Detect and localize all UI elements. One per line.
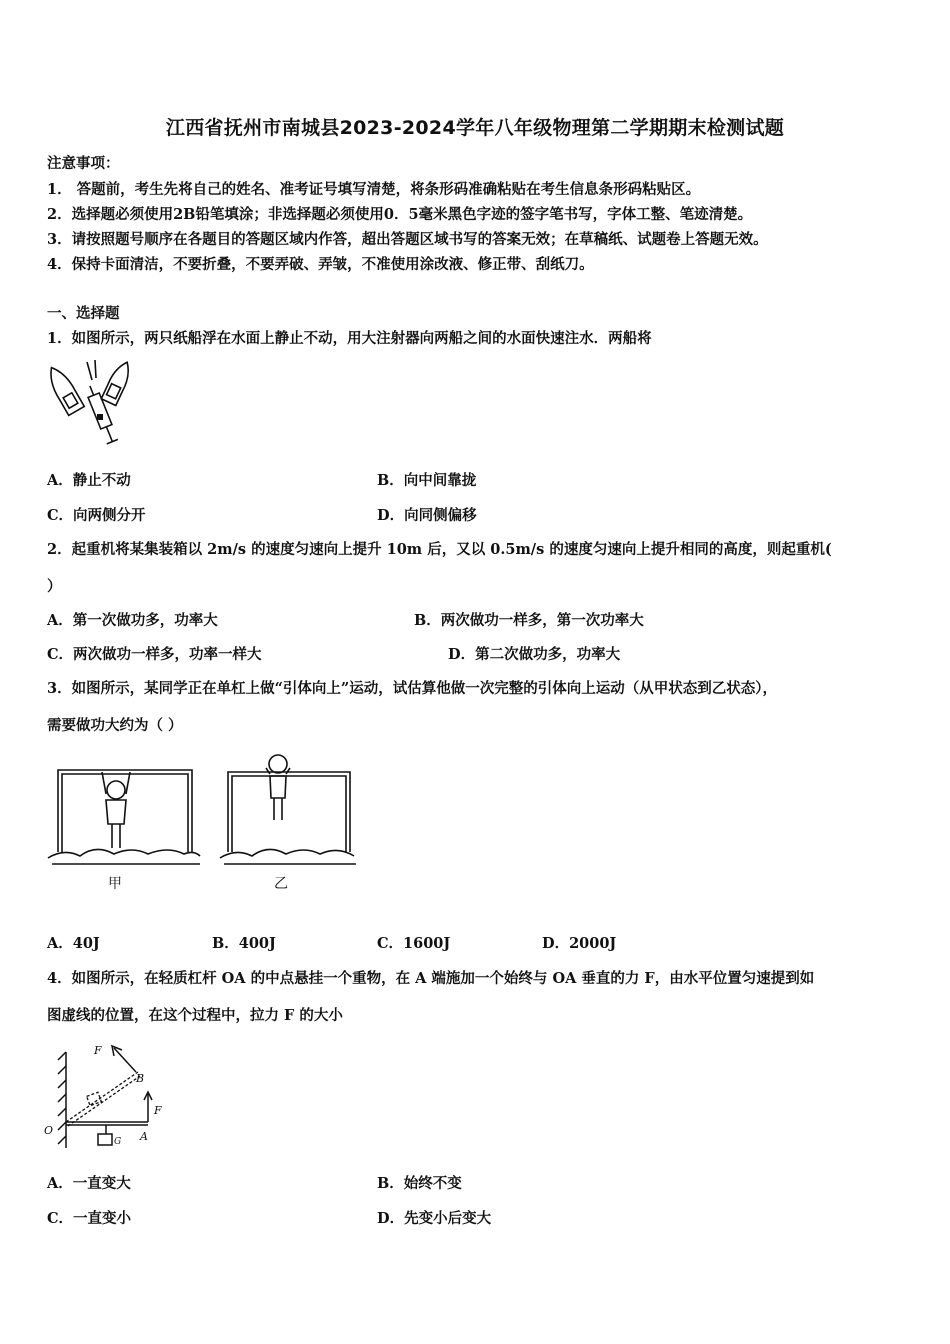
q4-option-a: A．一直变大 [47, 1175, 131, 1192]
q4-label-g: G [114, 1137, 122, 1147]
q4-option-c: C．一直变小 [47, 1210, 132, 1227]
q2-option-b: B．两次做功一样多，第一次功率大 [414, 612, 644, 629]
q3-option-d: D．2000J [542, 935, 617, 952]
q3-option-c: C．1600J [377, 935, 451, 952]
q1-option-c: C．向两侧分开 [47, 507, 146, 524]
q4-label-f-top: F [94, 1044, 102, 1057]
q2-stem: 2．起重机将某集装箱以 2m/s 的速度匀速向上提升 10m 后，又以 0.5m/s 的速度匀速向上提升相同的高度，则起重机( [47, 541, 832, 558]
notice-item: 1． 答题前，考生先将自己的姓名、准考证号填写清楚，将条形码准确粘贴在考生信息条形码粘贴区。 [47, 181, 701, 198]
q4-option-d: D．先变小后变大 [377, 1210, 492, 1227]
q3-label-jia: 甲 [108, 876, 122, 892]
q4-label-a: A [140, 1130, 148, 1143]
notice-item: 3．请按照题号顺序在各题目的答题区域内作答，超出答题区域书写的答案无效；在草稿纸、试题卷上答题无效。 [47, 231, 768, 248]
q1-stem: 1．如图所示，两只纸船浮在水面上静止不动，用大注射器向两船之间的水面快速注水．两船将 [47, 330, 652, 347]
q1-figure-boats-syringe [45, 356, 135, 448]
q1-option-d: D．向同侧偏移 [377, 507, 477, 524]
q4-figure-lever [40, 1038, 170, 1152]
q2-option-d: D．第二次做功多，功率大 [448, 646, 621, 663]
q2-option-a: A．第一次做功多，功率大 [47, 612, 218, 629]
q1-option-b: B．向中间靠拢 [377, 472, 477, 489]
q3-option-a: A．40J [47, 935, 100, 952]
q4-label-o: O [44, 1124, 54, 1137]
q4-stem-cont: 图虚线的位置，在这个过程中，拉力 F 的大小 [47, 1007, 343, 1024]
page-title: 江西省抚州市南城县2023-2024学年八年级物理第二学期期末检测试题 [165, 117, 785, 139]
q3-figure-pullup [44, 748, 360, 898]
q3-stem: 3．如图所示，某同学正在单杠上做“引体向上”运动，试估算他做一次完整的引体向上运动（从甲状态到乙状态）， [47, 680, 778, 697]
q2-option-c: C．两次做功一样多，功率一样大 [47, 646, 262, 663]
q4-option-b: B．始终不变 [377, 1175, 462, 1192]
q4-label-b: B [136, 1072, 145, 1085]
section-heading: 一、选择题 [47, 305, 120, 322]
notice-item: 4．保持卡面清洁，不要折叠，不要弄破、弄皱，不准使用涂改液、修正带、刮纸刀。 [47, 256, 594, 273]
notice-item: 2．选择题必须使用2B铅笔填涂；非选择题必须使用0．5毫米黑色字迹的签字笔书写，字体工整、笔迹清楚。 [47, 206, 753, 223]
q3-label-yi: 乙 [274, 876, 288, 892]
q4-label-f-right: F [154, 1104, 162, 1117]
notice-heading: 注意事项： [47, 155, 120, 172]
q3-option-b: B．400J [212, 935, 276, 952]
q3-stem-cont: 需要做功大约为（ ） [47, 717, 183, 734]
q4-stem: 4．如图所示，在轻质杠杆 OA 的中点悬挂一个重物，在 A 端施加一个始终与 OA 垂直的力 F，由水平位置匀速提到如 [47, 970, 815, 987]
q1-option-a: A．静止不动 [47, 472, 131, 489]
q2-stem-cont: ） [47, 578, 62, 595]
